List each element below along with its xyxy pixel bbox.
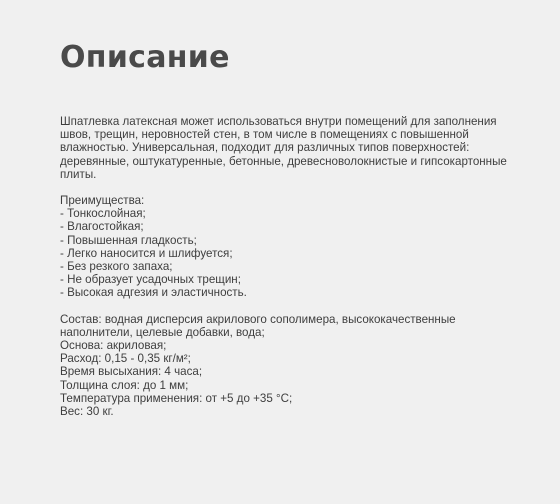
spec-line: Температура применения: от +5 до +35 °С; — [60, 391, 293, 405]
advantage-item: - Повышенная гладкость; — [60, 233, 197, 247]
spec-line: Основа: акриловая; — [60, 339, 167, 353]
advantage-item: - Тонкослойная; — [60, 207, 146, 221]
page-title: Описание — [60, 40, 230, 75]
advantage-item: - Не образует усадочных трещин; — [60, 273, 241, 287]
intro-paragraph — [60, 115, 520, 181]
spec-line: Время высыхания: 4 часа; — [60, 365, 203, 379]
intro-line: плиты. — [60, 167, 97, 181]
description-body — [60, 115, 520, 418]
advantage-item: - Легко наносится и шлифуется; — [60, 246, 233, 260]
spec-line: Состав: водная дисперсия акрилового сополимера, высококачественные — [60, 312, 456, 326]
advantage-item: - Влагостойкая; — [60, 220, 144, 234]
intro-line: Шпатлевка латексная может использоваться внутри помещений для заполнения — [60, 115, 497, 128]
spec-line: Толщина слоя: до 1 мм; — [60, 378, 189, 392]
spec-line: Вес: 30 кг. — [60, 405, 114, 419]
advantages-heading: Преимущества: — [60, 194, 145, 208]
spec-line: наполнители, целевые добавки, вода; — [60, 325, 265, 339]
advantage-item: - Без резкого запаха; — [60, 260, 173, 274]
intro-line: деревянные, оштукатуренные, бетонные, древесноволокнистые и гипсокартонные — [60, 154, 507, 168]
specs-list — [60, 313, 520, 419]
intro-line: влажностью. Универсальная, подходит для различных типов поверхностей: — [60, 141, 470, 155]
advantage-item: - Высокая адгезия и эластичность. — [60, 286, 247, 300]
advantages-list — [60, 194, 520, 300]
intro-line: швов, трещин, неровностей стен, в том числе в помещениях с повышенной — [60, 128, 469, 142]
paragraph-gap — [60, 181, 520, 194]
spec-line: Расход: 0,15 - 0,35 кг/м²; — [60, 352, 191, 366]
paragraph-gap — [60, 300, 520, 313]
